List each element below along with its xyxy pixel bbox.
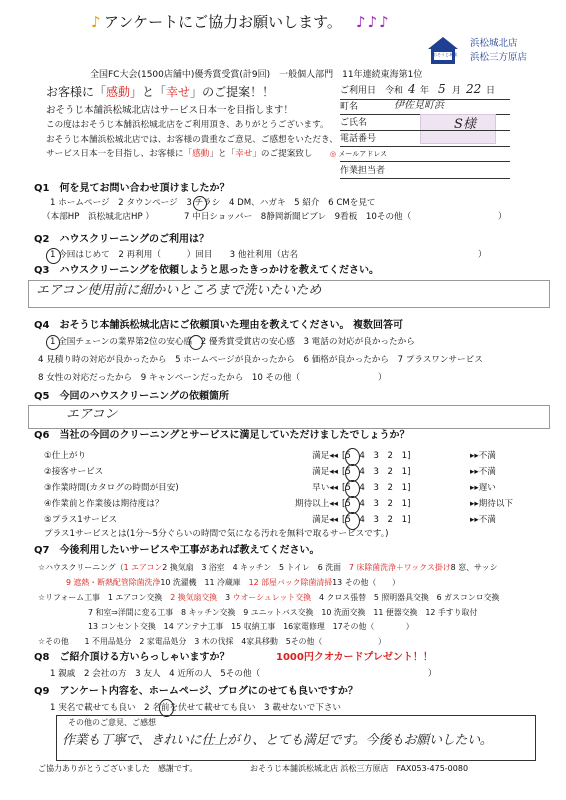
town-value[interactable]: 伊佐見町浜 bbox=[394, 100, 444, 111]
q8-options: 1 親戚 2 会社の方 3 友人 4 近所の人 5その他（ bbox=[50, 669, 261, 679]
intro4-kando: 感動 bbox=[192, 149, 210, 159]
q9-comment-label: その他のご意見、ご感想 bbox=[68, 718, 156, 727]
q6-row-4-label: ④作業前と作業後は期待度は？ bbox=[44, 499, 164, 509]
q6-row-1-right: ▸▸不満 bbox=[470, 451, 496, 461]
q7-rf-num3: 3 bbox=[217, 593, 233, 602]
q8-close-paren: ） bbox=[428, 669, 437, 679]
q6-row-2-left: 満足◂◂ bbox=[312, 467, 338, 477]
greet-c: 」のご提案！！ bbox=[190, 85, 275, 99]
brand-branch-1: 浜松城北店 bbox=[470, 38, 518, 49]
email-underline bbox=[340, 161, 510, 162]
greet-kando: 感動 bbox=[106, 85, 131, 99]
intro4-c: 」のご提案致し bbox=[252, 149, 313, 159]
greet-shiawase: 幸せ bbox=[166, 85, 191, 99]
intro-line-1: おそうじ本舗浜松城北店はサービス日本一を目指します！ bbox=[46, 105, 294, 116]
phone-underline bbox=[340, 146, 510, 147]
q6-row-2-label: ②接客サービス bbox=[44, 467, 104, 477]
q6-row-5-right: ▸▸不満 bbox=[470, 515, 496, 525]
q4-title: Q4 おそうじ本舗浜松城北店にご依頼頂いた理由を教えてください。 複数回答可 bbox=[34, 320, 403, 331]
q8-title: Q8 ご紹介頂ける方いらっしゃいますか？ bbox=[34, 652, 230, 663]
q4-options-2: 4 見積り時の対応が良かったから 5 ホームページが良かったから 6 価格が良かったから 7 プラスワンサービス bbox=[38, 355, 483, 365]
date-year-value[interactable]: 4 bbox=[408, 82, 416, 96]
footer-shop: おそうじ本舗浜松城北店 浜松三方原店 FAX053-475-0080 bbox=[250, 764, 469, 773]
q1-options-2: （本部HP 浜松城北店HP ） 7 中日ショッパー 8静岡新聞ピブレ 9看板 10その他（ bbox=[42, 212, 412, 222]
date-month-unit: 月 bbox=[452, 86, 462, 96]
q2-close-paren: ） bbox=[478, 250, 487, 260]
q1-answer-circle bbox=[193, 196, 207, 211]
intro4-shiawase: 幸せ bbox=[235, 149, 253, 159]
staff-underline bbox=[340, 178, 510, 179]
greet-b: 」と「 bbox=[130, 85, 167, 99]
q6-row-3-right: ▸▸遅い bbox=[470, 483, 496, 493]
q7-hc-options-a: 2 換気扇 3 浴室 4 キッチン 5 トイレ 6 洗面 bbox=[162, 563, 349, 572]
brand-logo bbox=[426, 36, 460, 66]
intro-line-3: おそうじ本舗浜松城北店では、お客様の貴重なご意見、ご感想をいただき、 bbox=[46, 135, 338, 145]
q7-title: Q7 今後利用したいサービスや工事があれば教えてください。 bbox=[34, 545, 320, 556]
q1-title: Q1 何を見てお問い合わせ頂けましたか？ bbox=[34, 183, 230, 194]
email-label-text: メールアドレス bbox=[338, 150, 387, 158]
page-title: アンケートにご協力お願いします。 bbox=[104, 13, 342, 31]
q7-other-close-paren: ） bbox=[378, 637, 386, 646]
greet-a: お客様に「 bbox=[46, 85, 107, 99]
q7-rf-fan: 2 換気扇交換 bbox=[170, 593, 218, 602]
phone-label: 電話番号 bbox=[340, 134, 377, 144]
q6-row-1-left: 満足◂◂ bbox=[312, 451, 338, 461]
q5-title: Q5 今回のハウスクリーニングの依頼箇所 bbox=[34, 391, 229, 402]
q4-close-paren: ） bbox=[378, 373, 387, 383]
q7-rf-options-b: 4 クロス張替 5 照明器具交換 6 ガスコンロ交換 bbox=[311, 593, 500, 602]
q7-rf-aircon: 1 エアコン交換 bbox=[107, 593, 171, 602]
q7-hc-pipe-clean: 9 遮熱・断熱配管除菌洗浄 bbox=[66, 578, 161, 587]
q7-hc-label: ☆ハウスクリーニング（ bbox=[38, 563, 124, 572]
q8-campaign: 1000円クオカードプレゼント！！ bbox=[276, 652, 433, 663]
q7-hc-options-c: 10 洗濯機 11 冷蔵庫 bbox=[160, 578, 249, 587]
name-value[interactable]: S様 bbox=[454, 117, 476, 132]
q6-row-1-label: ①仕上がり bbox=[44, 451, 87, 461]
email-label bbox=[330, 150, 387, 158]
title-notes-left: ♪ bbox=[91, 13, 101, 31]
greeting-line bbox=[46, 86, 274, 100]
q7-other-line: ☆その他 1 不用品処分 2 家電品処分 3 木の伐採 4家具移動 5その他（ bbox=[38, 637, 323, 646]
email-marker-icon: ◎ bbox=[330, 150, 337, 158]
q6-row-2-right: ▸▸不満 bbox=[470, 467, 496, 477]
q1-options-1: 1 ホームページ 2 タウンページ 3 チラシ 4 DM、ハガキ 5 紹介 6 CMを見て bbox=[50, 198, 376, 208]
q6-row-5-label: ⑤プラス1サービス bbox=[44, 515, 118, 525]
intro4-b: 」と「 bbox=[209, 149, 236, 159]
q4-options-1: 1 全国チェーンの業界第2位の安心感 2 優秀賞受賞店の安心感 3 電話の対応が良かったから bbox=[50, 337, 415, 347]
q6-row-5-left: 満足◂◂ bbox=[312, 515, 338, 525]
q9-title: Q9 アンケート内容を、ホームページ、ブログにのせても良いですか？ bbox=[34, 686, 358, 697]
date-month-value[interactable]: 5 bbox=[438, 82, 446, 96]
name-underline bbox=[340, 130, 510, 131]
q3-answer[interactable]: エアコン使用前に細かいところまで洗いたいため bbox=[36, 283, 322, 298]
q7-rf-washlet: ウオーシュレット交換 bbox=[232, 593, 312, 602]
q7-hc-options-b: 8 窓、サッシ bbox=[450, 563, 498, 572]
brand-branch-2: 浜松三方原店 bbox=[470, 52, 528, 63]
intro-line-2: この度はおそうじ本舗浜松城北店をご利用頂き、ありがとうございます。 bbox=[46, 120, 329, 130]
date-label: ご利用日 令和 bbox=[340, 86, 404, 96]
q2-answer-circle bbox=[46, 248, 61, 264]
q6-title: Q6 当社の今回のクリーニングとサービスに満足していただけましたでしょうか？ bbox=[34, 430, 410, 441]
q9-options: 1 実名で載せても良い 2 名前を伏せて載せても良い 3 載せないで下さい bbox=[50, 703, 342, 713]
title-music-notes: ♪♪♪ bbox=[356, 13, 391, 31]
q6-row-4-scale: [5 4 3 2 1] bbox=[342, 499, 411, 509]
q6-row-2-scale: [5 4 3 2 1] bbox=[342, 467, 411, 477]
q7-hc-line-1 bbox=[38, 563, 498, 572]
q6-note: プラス1サービスとは(1分～5分ぐらいの時間で気になる汚れを無料で取るサービスです。) bbox=[44, 529, 389, 539]
q7-rf-label: ☆リフォーム工事 bbox=[38, 593, 108, 602]
date-day-value[interactable]: 22 bbox=[466, 82, 482, 96]
intro-line-4 bbox=[46, 150, 312, 160]
q4-options-3: 8 女性の対応だったから 9 キャンペーンだったから 10 その他（ bbox=[38, 373, 300, 383]
q6-row-3-label: ③作業時間(カタログの時間が目安) bbox=[44, 483, 179, 493]
q7-rf-line-3: 13 コンセント交換 14 アンテナ工事 15 収納工事 16家電修理 17その他（ ） bbox=[88, 622, 414, 631]
logo-text: おそうじ本舗 bbox=[433, 52, 457, 57]
q5-answer[interactable]: エアコン bbox=[66, 407, 118, 422]
q6-row-4-right: ▸▸期待以下 bbox=[470, 499, 514, 509]
name-label: ご氏名 bbox=[340, 118, 368, 128]
q7-hc-aircon: 1 エアコン bbox=[123, 563, 163, 572]
q7-hc-options-d: 13 その他（ ） bbox=[332, 578, 400, 587]
q2-title: Q2 ハウスクリーニングのご利用は？ bbox=[34, 234, 209, 245]
footer-thanks: ご協力ありがとうございました 感謝です。 bbox=[38, 764, 198, 773]
q7-rf-line-2: 7 和室⇒洋間に変る工事 8 キッチン交換 9 ユニットバス交換 10 洗面交換 11 便器交換 12 手すり取付 bbox=[88, 608, 478, 617]
q7-hc-room-clean: 12 部屋バック除菌清掃 bbox=[248, 578, 333, 587]
q3-title: Q3 ハウスクリーニングを依頼しようと思ったきっかけを教えてください。 bbox=[34, 265, 379, 276]
q7-rf-line-1 bbox=[38, 593, 499, 602]
award-line: 全国FC大会(1500店舗中)優秀賞受賞(計9回) 一般個人部門 11年連続東海第1位 bbox=[90, 70, 423, 80]
town-label: 町名 bbox=[340, 102, 359, 112]
staff-label: 作業担当者 bbox=[340, 166, 386, 176]
q1-close-paren: ） bbox=[498, 212, 507, 222]
date-year-unit: 年 bbox=[420, 86, 430, 96]
q6-row-3-left: 早い◂◂ bbox=[312, 483, 338, 493]
q6-row-3-scale: [5 4 3 2 1] bbox=[342, 483, 411, 493]
intro4-a: サービス日本一を目指し、お客様に「 bbox=[46, 149, 193, 159]
q6-row-1-scale: [5 4 3 2 1] bbox=[342, 451, 411, 461]
q4-answer-circle-2 bbox=[189, 335, 203, 350]
q2-options: 1 今回はじめて 2 再利用（ ）回目 3 他社利用（店名 bbox=[50, 250, 299, 260]
q6-row-4-left: 期待以上◂◂ bbox=[294, 499, 338, 509]
date-day-unit: 日 bbox=[486, 86, 496, 96]
q4-answer-circle-1 bbox=[46, 335, 60, 350]
q7-hc-floor-wax: 7 床除菌洗浄＋ワックス掛け bbox=[348, 563, 451, 572]
q6-row-5-scale: [5 4 3 2 1] bbox=[342, 515, 411, 525]
q9-comment[interactable]: 作業も丁寧で、きれいに仕上がり、とても満足です。今後もお願いしたい。 bbox=[62, 733, 493, 748]
q6-row-5-answer-circle bbox=[345, 512, 360, 530]
q7-hc-line-2 bbox=[66, 578, 400, 587]
